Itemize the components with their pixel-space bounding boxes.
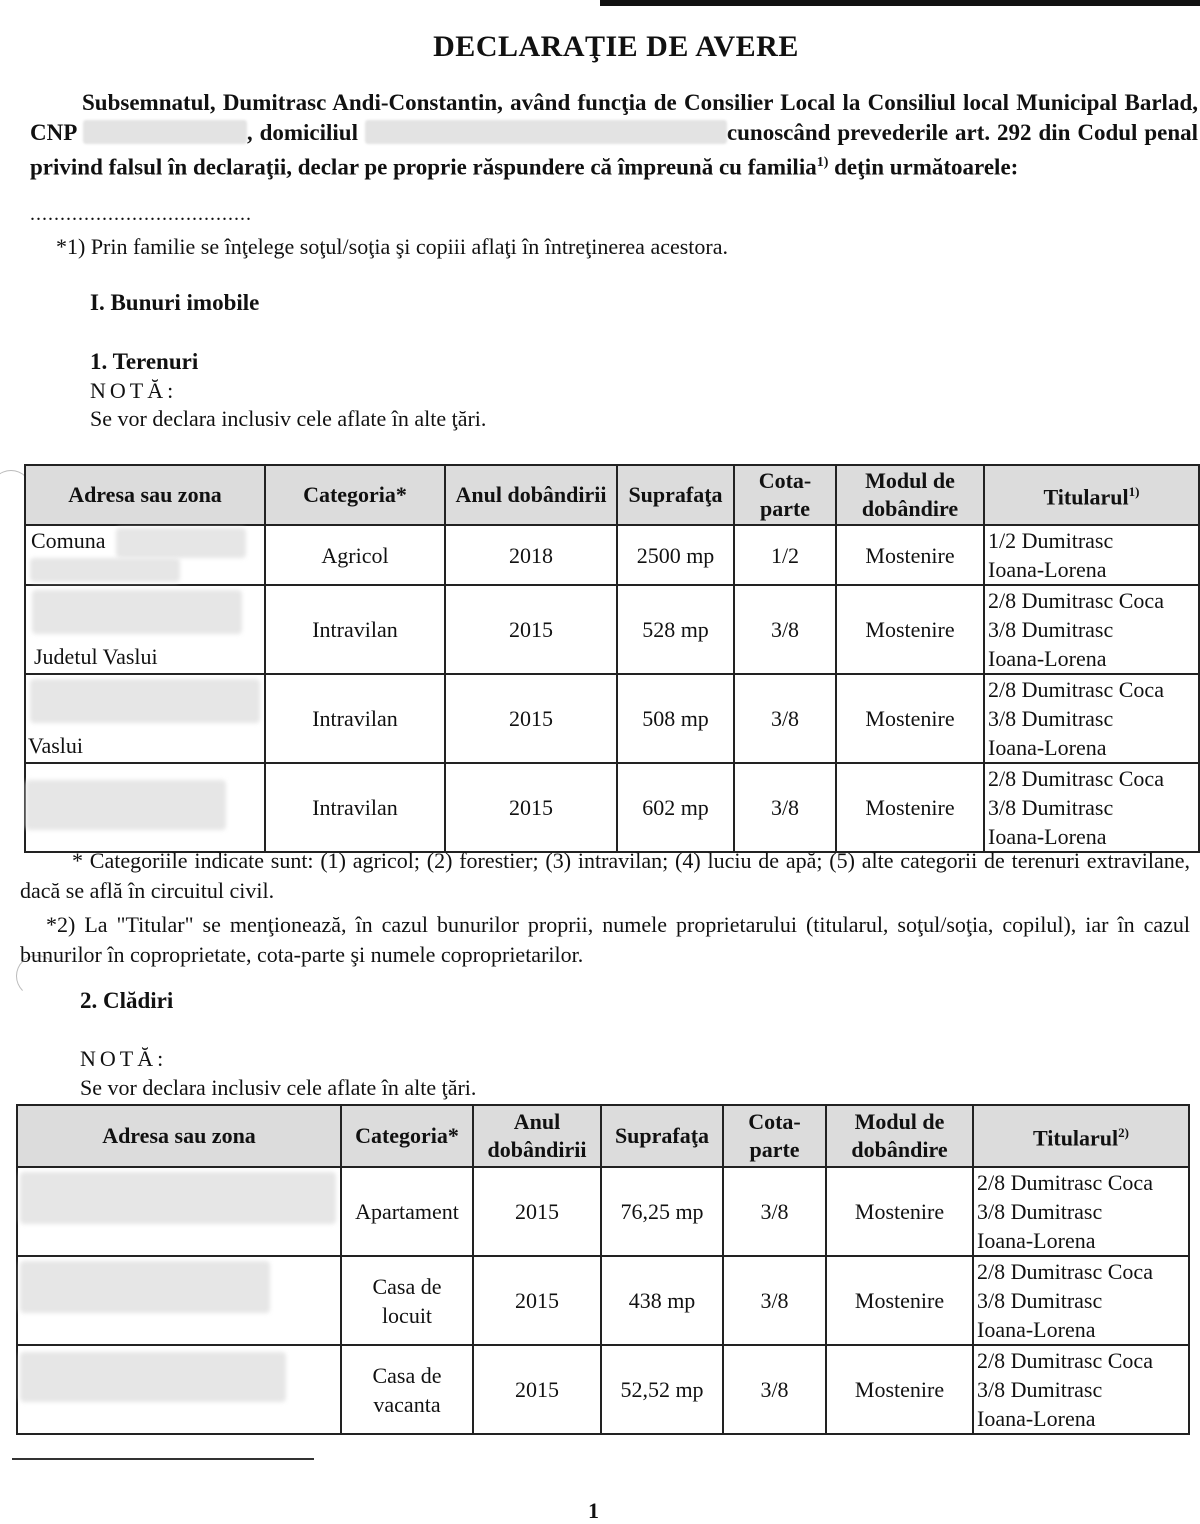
redacted-address (30, 679, 260, 723)
redacted-address (26, 780, 226, 830)
redacted-cnp (83, 120, 247, 144)
cell-modul: Mostenire (826, 1167, 973, 1256)
titular-line: Ioana-Lorena (977, 1228, 1096, 1253)
titular-line: 2/8 Dumitrasc Coca (988, 588, 1164, 613)
cell-anul: 2015 (473, 1345, 601, 1434)
nota-text: Se vor declara inclusiv cele aflate în alte ţări. (90, 406, 487, 431)
titular-line: 3/8 Dumitrasc (988, 706, 1114, 731)
cell-adresa (25, 674, 265, 763)
cell-adresa (25, 525, 265, 585)
col-titular-label: Titularul (1032, 1125, 1119, 1151)
cell-categoria: Intravilan (265, 763, 445, 852)
col-titular-sup: 2) (1118, 1125, 1130, 1141)
cell-categoria: Agricol (265, 525, 445, 585)
cell-categoria: Casa de vacanta (341, 1345, 473, 1434)
section-bunuri-imobile: I. Bunuri imobile (90, 290, 260, 315)
cell-anul: 2015 (473, 1256, 601, 1345)
cell-modul: Mostenire (826, 1345, 973, 1434)
terenuri-table (24, 464, 1200, 853)
titular-line: 2/8 Dumitrasc Coca (977, 1348, 1153, 1373)
cell-titular (984, 525, 1199, 585)
col-anul: Anul dobândirii (445, 465, 617, 525)
col-modul: Modul de dobândire (826, 1105, 973, 1167)
cell-modul: Mostenire (836, 585, 984, 674)
intro-text-4: deţin următoarele: (828, 154, 1019, 180)
titular-line: 2/8 Dumitrasc Coca (988, 677, 1164, 702)
adresa-text: Judetul Vaslui (34, 644, 158, 669)
intro-text-1: Subsemnatul, Dumitrasc Andi-Constantin, având funcţia de Consilier Local la Consiliul local Municipal Barlad, CNP (30, 90, 1198, 145)
cell-cota: 3/8 (723, 1167, 826, 1256)
cell-categoria: Apartament (341, 1167, 473, 1256)
titular-line: 3/8 Dumitrasc (988, 617, 1114, 642)
page-number: 1 (588, 1498, 599, 1523)
redacted-address (20, 1352, 286, 1402)
col-anul: Anul dobândirii (473, 1105, 601, 1167)
table-row (25, 674, 1199, 763)
redacted-address (32, 590, 242, 634)
col-categoria: Categoria* (265, 465, 445, 525)
col-titular-label: Titularul (1043, 484, 1129, 510)
table-header-row (17, 1105, 1189, 1167)
footnote-family: *1) Prin familie se înţelege soţul/soţia şi copiii aflaţi în întreţinerea acestora. (56, 234, 729, 259)
intro-text-2: , domiciliul (246, 120, 358, 145)
cell-cota: 3/8 (734, 674, 836, 763)
cell-cota: 3/8 (723, 1256, 826, 1345)
cell-anul: 2015 (445, 763, 617, 852)
table-row (25, 585, 1199, 674)
titular-line: Ioana-Lorena (988, 557, 1107, 582)
cell-cota: 3/8 (734, 763, 836, 852)
table-row (17, 1167, 1189, 1256)
cell-titular (984, 674, 1199, 763)
cell-titular (984, 763, 1199, 852)
col-titular-sup: 1) (1128, 484, 1140, 500)
cell-suprafata: 52,52 mp (601, 1345, 723, 1434)
cell-titular (973, 1167, 1189, 1256)
cell-titular (984, 585, 1199, 674)
heading-cladiri: 2. Clădiri (80, 988, 174, 1013)
cell-cota: 3/8 (723, 1345, 826, 1434)
col-adresa: Adresa sau zona (17, 1105, 341, 1167)
redacted-address (20, 1172, 336, 1224)
declaration-intro (30, 88, 1198, 183)
col-suprafata: Suprafaţa (601, 1105, 723, 1167)
cell-modul: Mostenire (836, 525, 984, 585)
titular-line: 2/8 Dumitrasc Coca (988, 766, 1164, 791)
col-titular (984, 465, 1199, 525)
cell-modul: Mostenire (836, 674, 984, 763)
col-cota: Cota-parte (723, 1105, 826, 1167)
titular-line: Ioana-Lorena (988, 824, 1107, 849)
col-titular (973, 1105, 1189, 1167)
footnote-separator (12, 1458, 314, 1460)
titular-line: 3/8 Dumitrasc (977, 1377, 1103, 1402)
redacted-address (116, 528, 246, 558)
redacted-address (365, 120, 727, 144)
nota-text: Se vor declara inclusiv cele aflate în alte ţări. (80, 1075, 477, 1100)
intro-text-3: cunoscând prevederile art. 292 din Codul penal privind falsul în declaraţii, declar pe proprie răspundere că împreună cu familia (30, 120, 1199, 180)
table-row (25, 525, 1199, 585)
cell-adresa (17, 1167, 341, 1256)
cell-suprafata: 438 mp (601, 1256, 723, 1345)
col-categoria: Categoria* (341, 1105, 473, 1167)
titular-line: 3/8 Dumitrasc (977, 1199, 1103, 1224)
cell-categoria: Intravilan (265, 585, 445, 674)
cell-adresa (25, 763, 265, 852)
cell-adresa (17, 1256, 341, 1345)
adresa-text: Vaslui (28, 733, 83, 758)
cell-categoria: Casa de locuit (341, 1256, 473, 1345)
titular-line: Ioana-Lorena (977, 1406, 1096, 1431)
titular-line: Ioana-Lorena (988, 646, 1107, 671)
cell-modul: Mostenire (836, 763, 984, 852)
cell-cota: 3/8 (734, 585, 836, 674)
cell-anul: 2018 (445, 525, 617, 585)
titular-line: 2/8 Dumitrasc Coca (977, 1170, 1153, 1195)
heading-terenuri: 1. Terenuri (90, 349, 199, 374)
cell-suprafata: 76,25 mp (601, 1167, 723, 1256)
note-titular: *2) La "Titular" se menţionează, în cazul bunurilor proprii, numele proprietarului (titularul, soţul/soţia, copilul), iar în cazul bunurilor în coproprietate, cota-parte şi numele coproprietarilor. (20, 912, 1190, 967)
cell-suprafata: 508 mp (617, 674, 734, 763)
titular-line: 3/8 Dumitrasc (988, 795, 1114, 820)
adresa-text: Comuna (31, 528, 106, 553)
document-title: DECLARAŢIE DE AVERE (433, 30, 799, 63)
cell-cota: 1/2 (734, 525, 836, 585)
cell-titular (973, 1345, 1189, 1434)
cell-anul: 2015 (445, 674, 617, 763)
titular-line: Ioana-Lorena (988, 735, 1107, 760)
cell-suprafata: 2500 mp (617, 525, 734, 585)
cell-modul: Mostenire (826, 1256, 973, 1345)
redacted-address (30, 558, 180, 582)
table-row (17, 1345, 1189, 1434)
cladiri-table (16, 1104, 1190, 1435)
cell-anul: 2015 (445, 585, 617, 674)
titular-line: Ioana-Lorena (977, 1317, 1096, 1342)
cell-titular (973, 1256, 1189, 1345)
col-adresa: Adresa sau zona (25, 465, 265, 525)
cell-adresa (25, 585, 265, 674)
col-cota: Cota-parte (734, 465, 836, 525)
cell-categoria: Intravilan (265, 674, 445, 763)
cell-suprafata: 528 mp (617, 585, 734, 674)
note-categorii: * Categoriile indicate sunt: (1) agricol; (2) forestier; (3) intravilan; (4) luciu de apă; (5) alte categorii de terenuri extravilane, dacă se află în circuitul civil. (20, 848, 1190, 903)
dotted-line: ..................................... (30, 203, 252, 225)
table-row (25, 763, 1199, 852)
cell-adresa (17, 1345, 341, 1434)
col-modul: Modul de dobândire (836, 465, 984, 525)
redacted-address (20, 1261, 270, 1313)
col-suprafata: Suprafaţa (617, 465, 734, 525)
table-header-row (25, 465, 1199, 525)
cell-suprafata: 602 mp (617, 763, 734, 852)
titular-line: 3/8 Dumitrasc (977, 1288, 1103, 1313)
intro-sup: 1) (816, 155, 829, 170)
cell-anul: 2015 (473, 1167, 601, 1256)
table-row (17, 1256, 1189, 1345)
nota-label: NOTĂ: (90, 378, 178, 403)
nota-label: NOTĂ: (80, 1046, 168, 1071)
titular-line: 1/2 Dumitrasc (988, 528, 1114, 553)
titular-line: 2/8 Dumitrasc Coca (977, 1259, 1153, 1284)
